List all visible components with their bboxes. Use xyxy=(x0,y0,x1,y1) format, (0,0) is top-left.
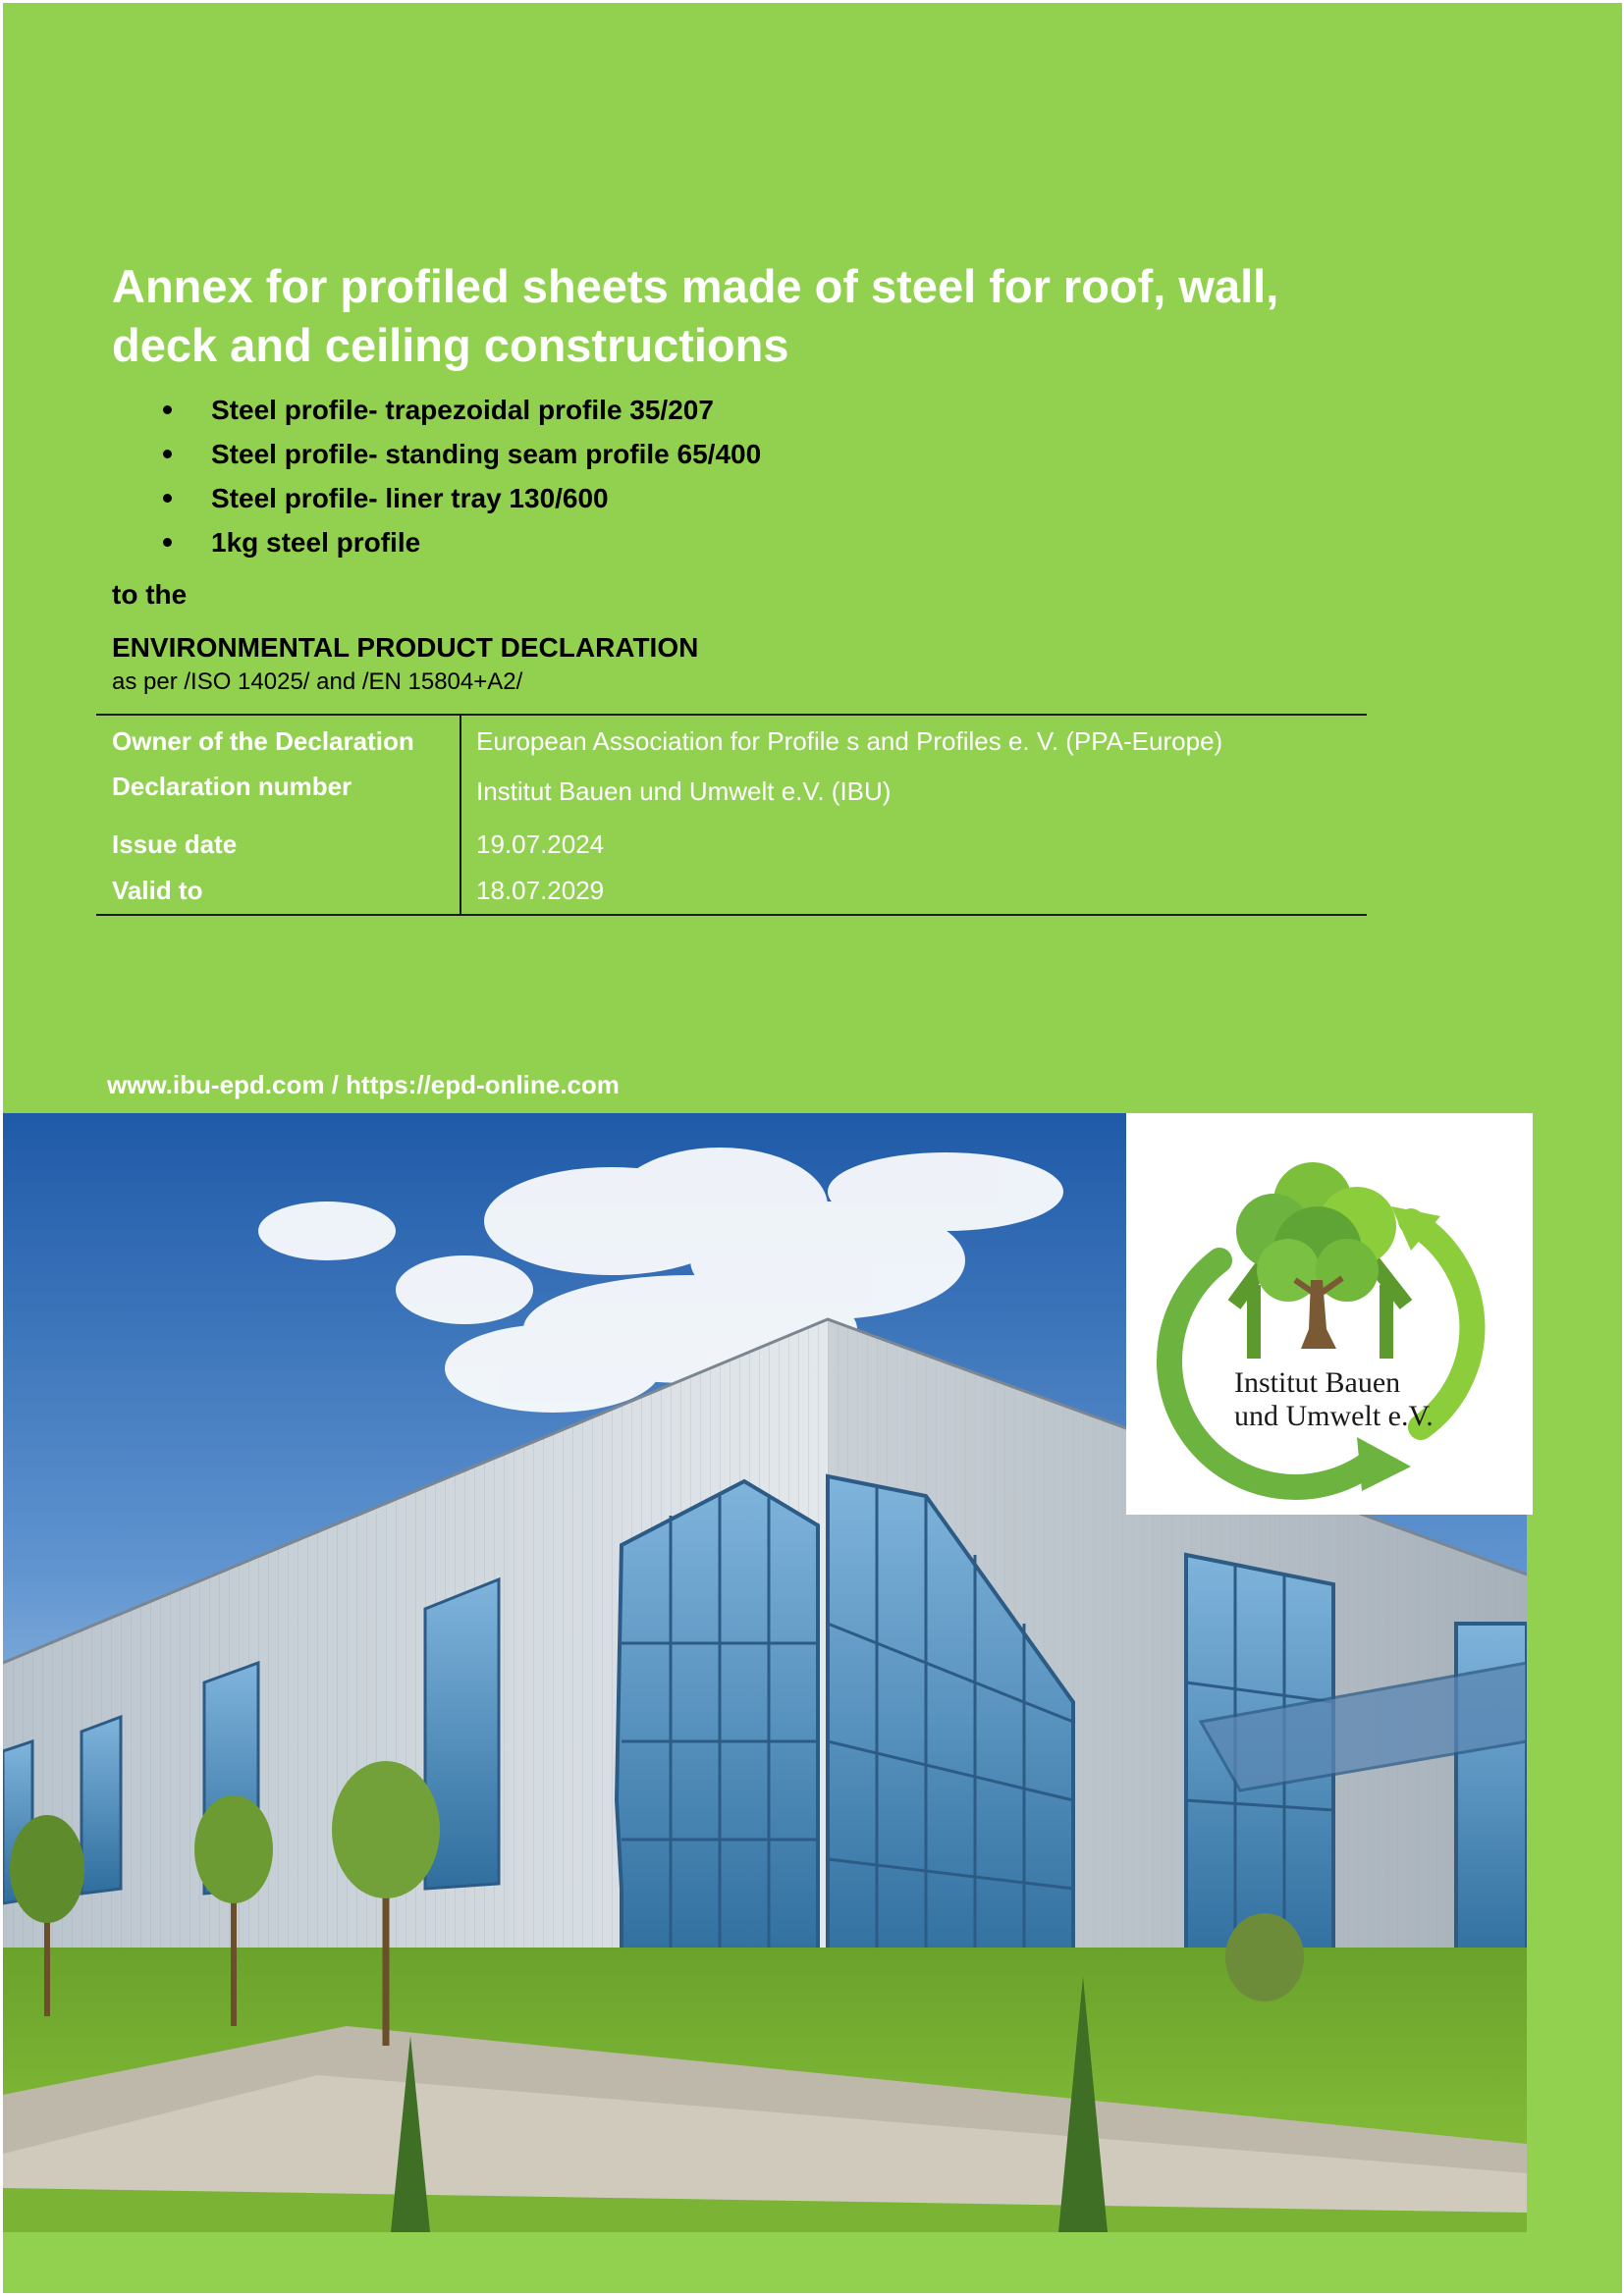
product-item xyxy=(157,432,1237,476)
bullet-icon xyxy=(163,538,172,547)
product-list xyxy=(157,388,1237,564)
logo-text-line2: und Umwelt e.V. xyxy=(1234,1400,1434,1432)
declaration-number-value: Institut Bauen und Umwelt e.V. (IBU) xyxy=(476,776,892,806)
valid-to-value: 18.07.2029 xyxy=(476,876,605,905)
issue-date-value: 19.07.2024 xyxy=(476,829,605,859)
declaration-table xyxy=(96,714,1367,916)
bullet-icon xyxy=(163,494,172,503)
product-item-label: 1kg steel profile xyxy=(211,527,421,558)
product-item-label: Steel profile- liner tray 130/600 xyxy=(211,483,609,513)
table-divider xyxy=(460,716,461,914)
declaration-number-label: Declaration number xyxy=(112,772,352,801)
product-item xyxy=(157,476,1237,520)
product-item xyxy=(157,388,1237,432)
bullet-icon xyxy=(163,450,172,458)
website-url[interactable]: www.ibu-epd.com / https://epd-online.com xyxy=(107,1070,620,1099)
owner-label: Owner of the Declaration xyxy=(112,726,414,756)
issue-date-label: Issue date xyxy=(112,829,238,859)
tree-house-recycle-icon xyxy=(1126,1113,1533,1515)
logo-text-line1: Institut Bauen xyxy=(1234,1366,1401,1399)
to-the-label: to the xyxy=(112,579,188,610)
epd-standard: as per /ISO 14025/ and /EN 15804+A2/ xyxy=(112,668,523,695)
page-title: Annex for profiled sheets made of steel for roof, wall, deck and ceiling constructions xyxy=(112,260,1279,371)
product-item-label: Steel profile- standing seam profile 65/400 xyxy=(211,439,762,469)
bullet-icon xyxy=(163,405,172,414)
epd-title: ENVIRONMENTAL PRODUCT DECLARATION xyxy=(112,632,699,663)
product-item xyxy=(157,520,1237,564)
valid-to-label: Valid to xyxy=(112,876,203,905)
owner-value: European Association for Profile s and Profiles e. V. (PPA-Europe) xyxy=(476,726,1223,756)
ibu-logo xyxy=(1126,1113,1533,1515)
product-item-label: Steel profile- trapezoidal profile 35/207 xyxy=(211,395,714,425)
